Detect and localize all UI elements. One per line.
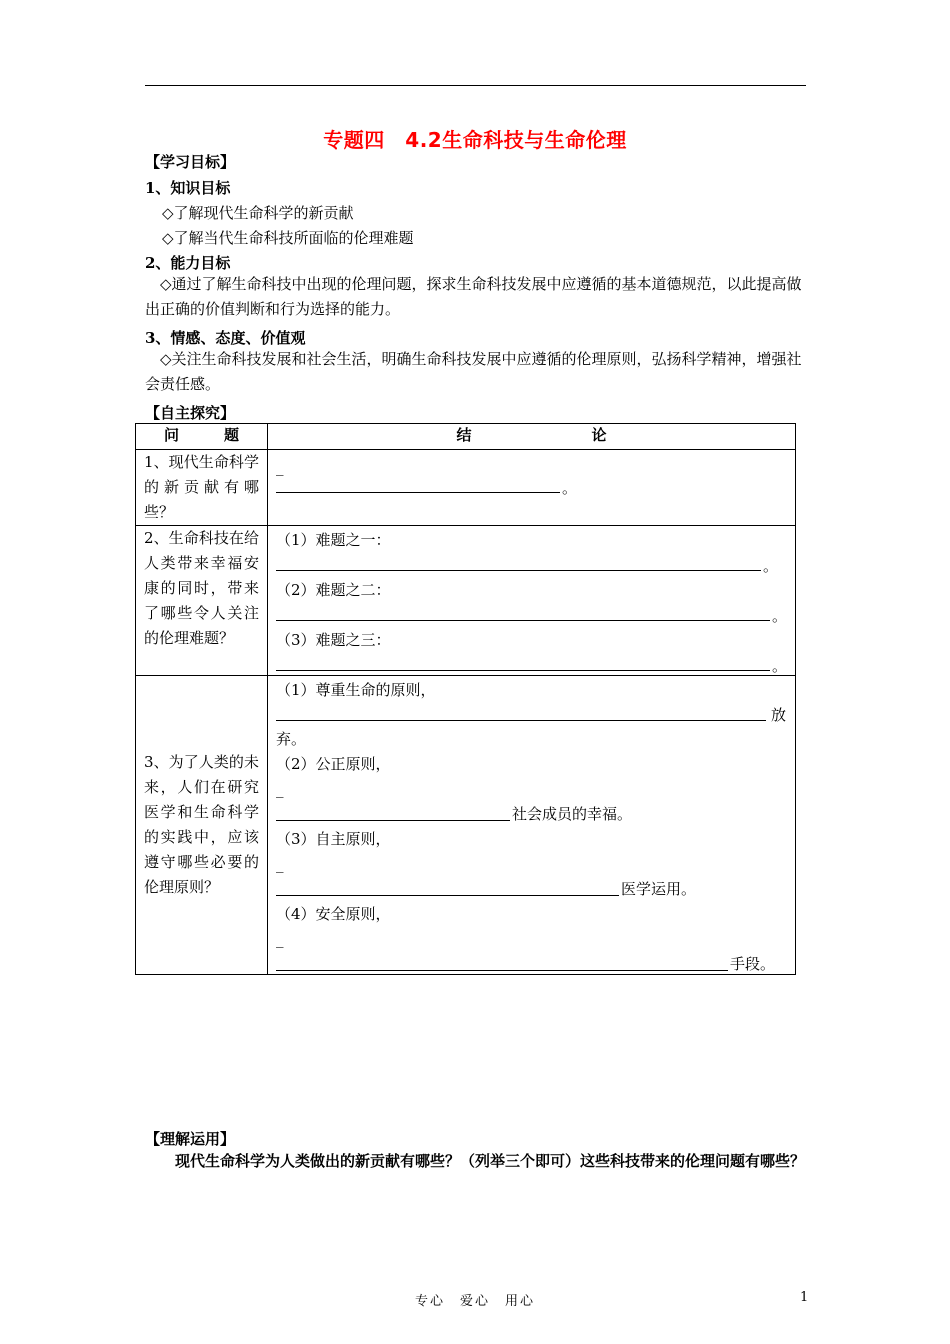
apply-question: 现代生命科学为人类做出的新贡献有哪些？（列举三个即可）这些科技带来的伦理问题有哪些？ xyxy=(175,1152,806,1170)
answer-blank-line[interactable] xyxy=(276,620,770,621)
section-objectives-heading: 【学习目标】 xyxy=(145,153,236,171)
answer-label: （3）难题之三： xyxy=(276,631,391,649)
blank-tail-text: 医学运用。 xyxy=(621,880,697,898)
column-header-question: 问 题 xyxy=(136,424,268,450)
answer-label: （2）难题之二： xyxy=(276,581,391,599)
blank-end-mark: 。 xyxy=(763,557,779,575)
answer-cell xyxy=(268,526,796,676)
knowledge-item: ◇了解现代生命科学的新贡献 xyxy=(162,204,354,222)
question-cell: 3、为了人类的未来，人们在研究医学和生命科学的实践中，应该遵守哪些必要的伦理原则？ xyxy=(136,676,268,975)
table-header-row xyxy=(136,424,796,450)
answer-label: （1）尊重生命的原则， xyxy=(276,681,436,699)
table-row xyxy=(136,526,796,676)
answer-blank-line[interactable] xyxy=(276,820,510,821)
blank-dash: _ xyxy=(276,930,284,948)
explore-table xyxy=(135,423,796,975)
ability-goal-text: ◇通过了解生命科技中出现的伦理问题，探求生命科技发展中应遵循的基本道德规范，以此提高做出正确的价值判断和行为选择的能力。 xyxy=(145,275,802,318)
column-header-conclusion: 结 论 xyxy=(268,424,796,450)
footer-motto: 专心 爱心 用心 xyxy=(414,1294,535,1309)
blank-dash: _ xyxy=(276,780,284,798)
answer-blank-line[interactable] xyxy=(276,895,619,896)
table-row xyxy=(136,450,796,526)
answer-blank-line[interactable] xyxy=(276,670,770,671)
blank-tail-text: 弃。 xyxy=(276,730,307,748)
knowledge-item: ◇了解当代生命科技所面临的伦理难题 xyxy=(162,229,414,247)
blank-dash: _ xyxy=(276,855,284,873)
answer-cell xyxy=(268,676,796,975)
answer-blank-line[interactable] xyxy=(276,570,761,571)
page-title: 专题四 4.2生命科技与生命伦理 xyxy=(323,128,627,152)
knowledge-goal-heading: 1、知识目标 xyxy=(145,179,231,197)
emotion-goal-text: ◇关注生命科技发展和社会生活，明确生命科技发展中应遵循的伦理原则，弘扬科学精神，增强社会责任感。 xyxy=(145,350,802,393)
answer-label: （4）安全原则， xyxy=(276,905,391,923)
blank-dash: _ xyxy=(276,458,284,476)
answer-blank-line[interactable] xyxy=(276,492,560,493)
section-apply-heading: 【理解运用】 xyxy=(145,1130,236,1148)
page-number: 1 xyxy=(800,1290,809,1305)
question-cell: 1、现代生命科学的新贡献有哪些？ xyxy=(136,450,268,526)
header-rule xyxy=(145,85,806,86)
answer-cell xyxy=(268,450,796,526)
section-explore-heading: 【自主探究】 xyxy=(145,404,236,422)
blank-end-mark: 。 xyxy=(772,607,788,625)
blank-tail-text: 社会成员的幸福。 xyxy=(512,805,633,823)
answer-label: （2）公正原则， xyxy=(276,755,391,773)
answer-blank-line[interactable] xyxy=(276,720,766,721)
ability-goal-heading: 2、能力目标 xyxy=(145,254,231,272)
blank-tail-text: 放 xyxy=(771,706,787,724)
question-cell: 2、生命科技在给人类带来幸福安康的同时，带来了哪些令人关注的伦理难题？ xyxy=(136,526,268,676)
blank-end-mark: 。 xyxy=(772,657,788,675)
blank-end-mark: 。 xyxy=(562,479,578,497)
answer-label: （1）难题之一： xyxy=(276,531,391,549)
emotion-goal-heading: 3、情感、态度、价值观 xyxy=(145,329,306,347)
table-row xyxy=(136,676,796,975)
answer-blank-line[interactable] xyxy=(276,970,728,971)
blank-tail-text: 手段。 xyxy=(730,955,776,973)
answer-label: （3）自主原则， xyxy=(276,830,391,848)
